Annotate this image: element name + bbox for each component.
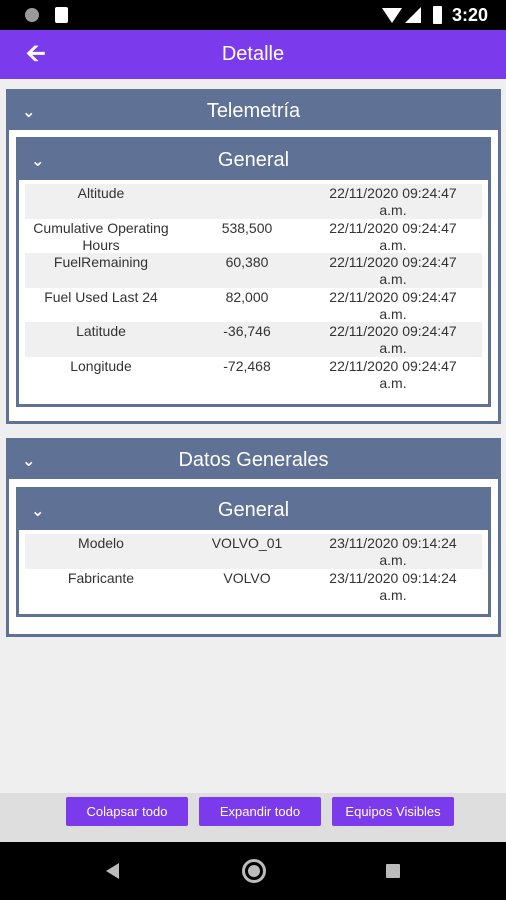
- row-value: [177, 184, 317, 219]
- chevron-down-icon[interactable]: ⌄: [22, 104, 36, 121]
- arrow-left-icon[interactable]: 🡨: [26, 40, 46, 67]
- datos-generales-title: Datos Generales: [178, 449, 329, 471]
- nav-recents-icon[interactable]: [386, 864, 400, 878]
- row-name: Longitude: [70, 357, 132, 374]
- row-date: 22/11/2020 09:24:47 a.m.: [329, 323, 457, 356]
- battery-icon: [433, 6, 442, 24]
- datos-generales-general-header[interactable]: [19, 490, 488, 530]
- row-date: 22/11/2020 09:24:47 a.m.: [329, 254, 457, 287]
- telemetria-general-title: General: [217, 149, 290, 171]
- row-value: -36,746: [223, 323, 271, 339]
- row-value: 60,380: [225, 254, 269, 270]
- row-value: 538,500: [221, 219, 273, 236]
- chevron-down-icon[interactable]: ⌄: [22, 453, 36, 470]
- row-value: -72,468: [223, 357, 271, 374]
- table-row: [25, 253, 482, 288]
- table-row: [25, 288, 482, 323]
- telemetria-general-section: [16, 137, 491, 407]
- row-value: VOLVO_01: [211, 535, 283, 551]
- system-nav-bar: [0, 842, 506, 900]
- row-name: Fabricante: [67, 569, 135, 586]
- status-time: 3:20: [451, 5, 488, 25]
- row-value: 82,000: [225, 288, 269, 305]
- row-date: 23/11/2020 09:14:24 a.m.: [329, 535, 457, 568]
- datos-generales-general-title: General: [217, 499, 290, 521]
- row-name: Latitude: [76, 323, 126, 339]
- collapse-all-button[interactable]: Colapsar todo: [66, 797, 188, 826]
- expand-all-button[interactable]: Expandir todo: [199, 797, 321, 826]
- wifi-icon: [382, 8, 402, 23]
- telemetria-panel: [6, 89, 501, 424]
- telemetria-table: [19, 180, 488, 391]
- table-row: [25, 534, 482, 569]
- table-row: [25, 322, 482, 357]
- row-date: 22/11/2020 09:24:47 a.m.: [329, 185, 457, 218]
- app-bar: [0, 30, 506, 79]
- telemetria-header[interactable]: [9, 92, 498, 130]
- row-name: Modelo: [78, 535, 124, 551]
- row-name: Cumulative Operating Hours: [33, 219, 169, 253]
- row-date: 22/11/2020 09:24:47 a.m.: [329, 357, 457, 391]
- row-date: 23/11/2020 09:14:24 a.m.: [329, 569, 457, 603]
- table-row: [25, 219, 482, 254]
- row-name: Altitude: [77, 185, 125, 201]
- status-bar: [0, 0, 506, 30]
- nav-home-icon[interactable]: [242, 859, 266, 883]
- chevron-down-icon[interactable]: ⌄: [31, 503, 45, 520]
- telemetria-general-header[interactable]: [19, 140, 488, 180]
- datos-generales-table: [19, 530, 488, 603]
- sd-card-icon: [55, 7, 68, 23]
- nav-back-icon[interactable]: [106, 863, 119, 879]
- datos-generales-panel: [6, 438, 501, 637]
- table-row: [25, 357, 482, 392]
- datos-generales-header[interactable]: [9, 441, 498, 479]
- notification-dot-icon: [25, 8, 39, 22]
- chevron-down-icon[interactable]: ⌄: [31, 153, 45, 170]
- footer-toolbar: [0, 793, 506, 842]
- cell-signal-icon: [405, 7, 421, 23]
- row-date: 22/11/2020 09:24:47 a.m.: [329, 219, 457, 253]
- table-row: [25, 184, 482, 219]
- row-name: FuelRemaining: [53, 254, 149, 270]
- page-title: Detalle: [221, 43, 285, 65]
- row-name: Fuel Used Last 24: [44, 288, 158, 305]
- table-row: [25, 569, 482, 604]
- row-value: VOLVO: [223, 569, 271, 586]
- visible-equipment-button[interactable]: Equipos Visibles: [332, 797, 454, 826]
- telemetria-title: Telemetría: [206, 100, 301, 122]
- row-date: 22/11/2020 09:24:47 a.m.: [329, 288, 457, 322]
- datos-generales-general-section: [16, 487, 491, 617]
